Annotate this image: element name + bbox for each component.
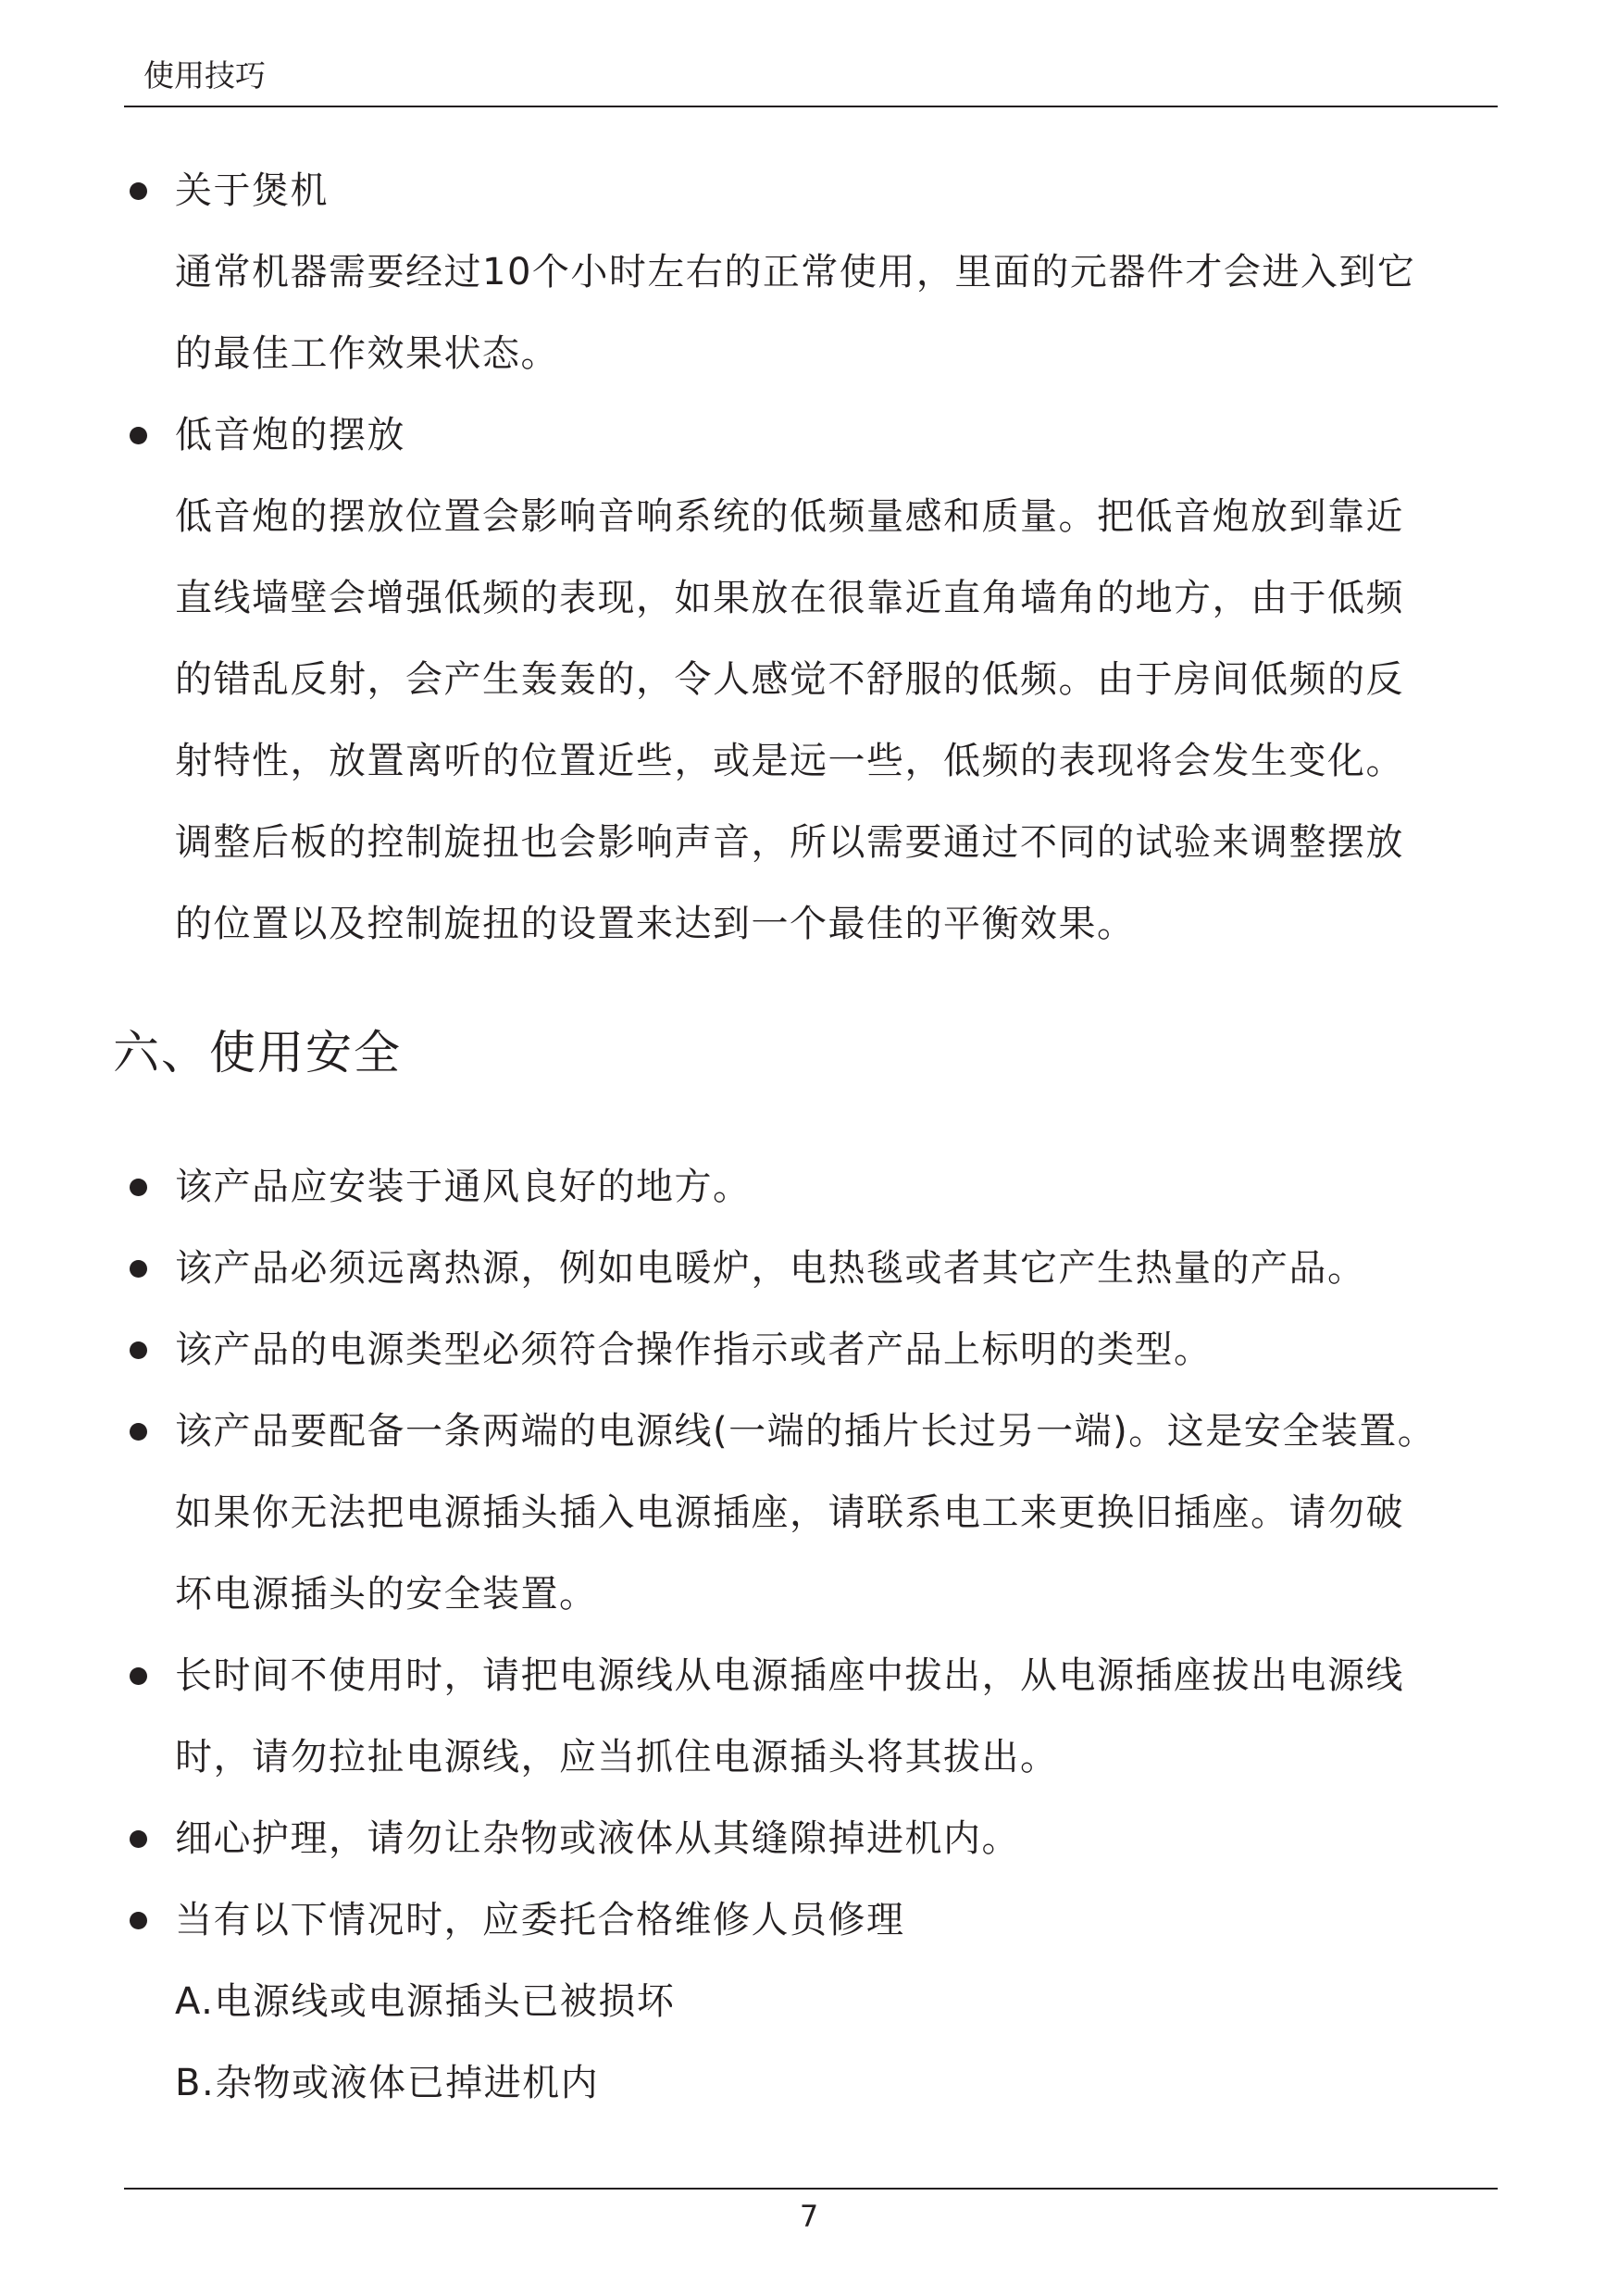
safety-line: 如果你无法把电源插头插入电源插座，请联系电工来更换旧插座。请勿破: [175, 1491, 1404, 1534]
tip-body-line: 射特性，放置离听的位置近些，或是远一些，低频的表现将会发生变化。: [175, 740, 1404, 782]
safety-line: 该产品必须远离热源，例如电暖炉，电热毯或者其它产生热量的产品。: [175, 1247, 1366, 1290]
safety-list: [126, 1146, 1514, 2124]
bullet-dot-icon: [130, 182, 147, 200]
tip-title: 低音炮的摆放: [175, 414, 405, 456]
bullet-dot-icon: [130, 1179, 147, 1196]
bullet-dot-icon: [130, 1423, 147, 1441]
tip-body-line: 的错乱反射，会产生轰轰的，令人感觉不舒服的低频。由于房间低频的反: [175, 658, 1404, 701]
safety-line: 当有以下情况时，应委托合格维修人员修理: [175, 1899, 905, 1941]
safety-line: 时，请勿拉扯电源线，应当抓住电源插头将其拔出。: [175, 1736, 1059, 1778]
safety-line: 该产品要配备一条两端的电源线(一端的插片长过另一端)。这是安全装置。: [175, 1410, 1437, 1453]
safety-item: [126, 1879, 1514, 2124]
bullet-dot-icon: [130, 1830, 147, 1848]
tip-body-line: 低音炮的摆放位置会影响音响系统的低频量感和质量。把低音炮放到靠近: [175, 495, 1404, 538]
page-number: 7: [799, 2199, 819, 2234]
tip-body-line: 的位置以及控制旋扭的设置来达到一个最佳的平衡效果。: [175, 903, 1136, 945]
bullet-dot-icon: [130, 1260, 147, 1278]
bullet-dot-icon: [130, 1341, 147, 1359]
safety-item: [126, 1798, 1514, 1879]
tip-body-line: 的最佳工作效果状态。: [175, 332, 559, 375]
tip-item-subwoofer-placement: [126, 394, 1514, 965]
bullet-dot-icon: [130, 1912, 147, 1929]
safety-subitem: B.杂物或液体已掉进机内: [175, 2062, 600, 2104]
section-heading: 六、使用安全: [113, 1026, 402, 1079]
safety-line: 坏电源插头的安全装置。: [175, 1573, 598, 1616]
safety-line: 长时间不使用时，请把电源线从电源插座中拔出，从电源插座拔出电源线: [175, 1654, 1404, 1697]
tip-item-break-in: [126, 150, 1514, 394]
tip-title: 关于煲机: [175, 169, 329, 212]
safety-item: [126, 1146, 1514, 1228]
safety-item: [126, 1391, 1514, 1635]
running-header: 使用技巧: [143, 57, 266, 94]
safety-line: 该产品应安装于通风良好的地方。: [175, 1166, 752, 1208]
safety-line: 该产品的电源类型必须符合操作指示或者产品上标明的类型。: [175, 1329, 1213, 1371]
tip-body-line: 通常机器需要经过10个小时左右的正常使用，里面的元器件才会进入到它: [175, 251, 1416, 293]
tip-body-line: 调整后板的控制旋扭也会影响声音，所以需要通过不同的试验来调整摆放: [175, 821, 1404, 864]
safety-line: 细心护理，请勿让杂物或液体从其缝隙掉进机内。: [175, 1817, 1020, 1860]
bullet-dot-icon: [130, 427, 147, 444]
bullet-dot-icon: [130, 1667, 147, 1685]
tip-body-line: 直线墙壁会增强低频的表现，如果放在很靠近直角墙角的地方，由于低频: [175, 577, 1404, 619]
header-divider: [124, 106, 1498, 107]
safety-item: [126, 1635, 1514, 1798]
tips-list: [126, 150, 1514, 965]
safety-item: [126, 1309, 1514, 1391]
footer-divider: [124, 2188, 1498, 2190]
safety-item: [126, 1228, 1514, 1309]
safety-subitem: A.电源线或电源插头已被损坏: [175, 1980, 676, 2023]
